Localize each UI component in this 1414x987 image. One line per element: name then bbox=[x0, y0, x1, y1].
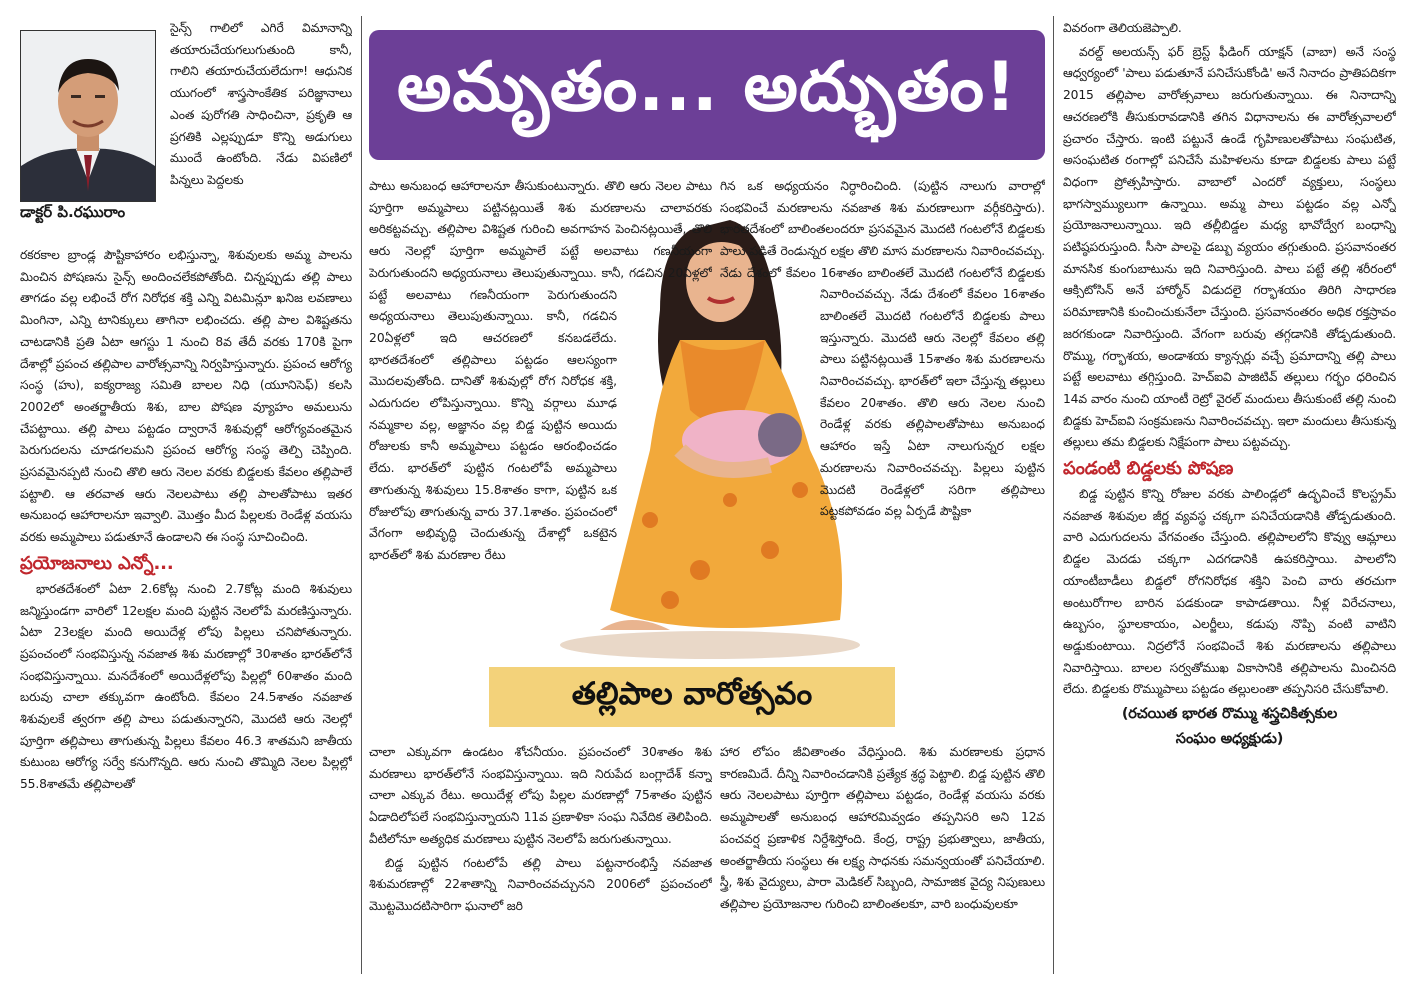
paragraph: పాటు అనుబంధ ఆహారాలనూ తీసుకుంటున్నారు. తొలి ఆరు నెలల పాటు పూర్తిగా అమ్మపాలు పట్టినట్లయితే శిశు మరణాలను చాలావరకు అరికట్టవచ్చు. తల్లిపాల విశిష్టత గురించి అవగాహన పెంచినట్లయితే, తొలి ఆరు నెలల్లో పూర్తిగా అమ్మపాలే పట్టే అలవాటు గణనీయంగా పెరుగుతుందని అధ్యయనాలు తెలుపుతున్నాయి. కానీ, గడచిన 20ఏళ్లలో bbox=[369, 179, 712, 280]
paragraph: హార లోపం జీవితాంతం వేధిస్తుంది. శిశు మరణాలకు ప్రధాన కారణమిదే. దీన్ని నివారించడానికి ప్రత్యేక శ్రద్ధ పెట్టాలి. బిడ్డ పుట్టిన తొలి ఆరు నెలలపాటు పూర్తిగా తల్లిపాలు పట్టడం, రెండేళ్ల వయసు వరకు అమ్మపాలతో అనుబంధ ఆహారమివ్వడం తప్పనిసరి అని 12వ పంచవర్ష ప్రణాళిక నిర్దేశిస్తోంది. కేంద్ర, రాష్ట్ర ప్రభుత్వాలు, జాతీయ, అంతర్జాతీయ సంస్థలు ఈ లక్ష్య సాధనకు సమన్వయంతో పనిచేయాలి. స్త్రీ, శిశు వైద్యులు, పారా మెడికల్ సిబ్బంది, సామాజిక వైద్య నిపుణులు తల్లిపాల ప్రయోజనాల గురించి బాలింతలకూ, వారి బంధువులకూ bbox=[720, 745, 1045, 911]
column-2-top bbox=[369, 176, 712, 286]
paragraph: భారతదేశంలో ఏటా 2.6కోట్ల నుంచి 2.7కోట్ల మంది శిశువులు జన్మిస్తుండగా వారిలో 12లక్షల మంది పుట్టిన నెలలోపే మరణిస్తున్నారు. ఏటా 23లక్షల మంది అయిదేళ్ల లోపు పిల్లలు చనిపోతున్నారు. ప్రపంచంలో సంభవిస్తున్న నవజాత శిశు మరణాల్లో 30శాతం భారత్‌లోనే సంభవిస్తున్నాయి. మనదేశంలో అయిదేళ్లలోపు పిల్లల్లో 60శాతం మంది బరువు చాలా తక్కువగా ఉంటోంది. కేవలం 24.5శాతం నవజాత శిశువులకే త్వరగా తల్లి పాలు పడుతున్నారని, మొదటి ఆరు నెలల్లో పూర్తిగా తల్లిపాలు తాగుతున్న పిల్లలు కేవలం 46.3 శాతమని జాతీయ కుటుంబ ఆరోగ్య సర్వే కనుగొన్నది. ఆరు నుంచి తొమ్మిది నెలల పిల్లల్లో 55.8శాతమే తల్లిపాలతో bbox=[20, 581, 352, 792]
section-banner-title: తల్లిపాల వారోత్సవం bbox=[571, 675, 813, 712]
intro-paragraph: సైన్స్ గాలిలో ఎగిరే విమానాన్ని తయారుచేయగలుగుతుంది కానీ, గాలిని తయారుచేయలేదుగా! ఆధునిక యుగంలో శాస్త్రసాంకేతిక పరిజ్ఞానాలు ఎంత పురోగతి సాధించినా, ప్రకృతి ఆ ప్రగతికి ఎల్లప్పుడూ కొన్ని అడుగులు ముందే ఉంటోంది. నేడు విపణిలో పిన్నలు పెద్దలకు bbox=[170, 21, 352, 187]
headline: అమృతం... అద్భుతం! bbox=[397, 47, 1017, 127]
paragraph: గిన ఒక అధ్యయనం నిర్ధారించింది. (పుట్టిన నాలుగు వారాల్లో సంభవించే మరణాలను నవజాత శిశు మరణాలుగా వర్గీకరిస్తారు). భారతదేశంలో బాలింతలందరూ ప్రసవమైన మొదటి గంటలోనే బిడ్డలకు పాలు పడితే రెండున్నర లక్షల తొలి మాస మరణాలను నివారించవచ్చు. నేడు దేశంలో కేవలం 16శాతం బాలింతలే మొదటి గంటలోనే బిడ్డలకు bbox=[720, 179, 1045, 280]
column-3-bottom bbox=[720, 742, 1045, 975]
column-1 bbox=[20, 245, 352, 975]
column-3-top bbox=[720, 176, 1045, 286]
column-2-bottom bbox=[369, 742, 712, 975]
col1-intro bbox=[170, 18, 352, 244]
column-divider bbox=[1053, 16, 1054, 974]
paragraph: బిడ్డ పుట్టిన కొన్ని రోజుల వరకు పాలిండ్లలో ఉద్భవించే కొలస్ట్రమ్ నవజాత శిశువుల జీర్ణ వ్యవస్థ చక్కగా పనిచేయడానికి తోడ్పడుతుంది. వారి ఎదుగుదలను వేగవంతం చేస్తుంది. తల్లిపాలలోని కొవ్వు ఆమ్లాలు బిడ్డల మెదడు చక్కగా ఎదగడానికి ఉపకరిస్తాయి. పాలలోని యాంటీబాడీలు బిడ్డలో రోగనిరోధక శక్తిని పెంచి వారు తరచుగా అంటురోగాల బారిన పడకుండా కాపాడతాయి. నీళ్ల విరేచనాలు, ఉబ్బసం, స్థూలకాయం, ఎలర్జీలు, కడుపు నొప్పి వంటి వాటిని అడ్డుకుంటాయి. నిద్రలోనే సంభవించే శిశు మరణాలను తల్లిపాలు నివారిస్తాయి. బాలల సర్వతోముఖ వికాసానికి తల్లిపాలను మించినది లేదు. బిడ్డలకు రొమ్ముపాలు పట్టడం తల్లులంతా తప్పనిసరి చేసుకోవాలి. bbox=[1063, 487, 1396, 697]
paragraph: పట్టే అలవాటు గణనీయంగా పెరుగుతుందని అధ్యయనాలు తెలుపుతున్నాయి. కానీ, గడచిన 20ఏళ్లలో ఇది ఆచరణలో కనబడలేదు. భారతదేశంలో తల్లిపాలు పట్టడం ఆలస్యంగా మొదలవుతోంది. దానితో శిశువుల్లో రోగ నిరోధక శక్తి, ఎదుగుదల లోపిస్తున్నాయి. కొన్ని వర్గాలు మూఢ నమ్మకాల వల్ల, అజ్ఞానం వల్ల బిడ్డ పుట్టిన అయిదు రోజులకు కానీ అమ్మపాలు పట్టడం ఆరంభించడం లేదు. భారత్‌లో పుట్టిన గంటలోపే అమ్మపాలు తాగుతున్న శిశువులు 15.8శాతం కాగా, పుట్టిన ఒక రోజులోపు తాగుతున్న వారు 37.1శాతం. ప్రపంచంలో వేగంగా అభివృద్ధి చెందుతున్న దేశాల్లో ఒకటైన భారత్‌లో శిశు మరణాల రేటు bbox=[369, 287, 617, 562]
section-banner bbox=[489, 667, 895, 727]
author-byline: (రచయిత భారత రొమ్ము శస్త్రచికిత్సకుల bbox=[1121, 706, 1338, 723]
paragraph: రకరకాల బ్రాండ్ల పౌష్టికాహారం లభిస్తున్నా, శిశువులకు అమ్మ పాలను మించిన పోషణను సైన్స్ అందించలేకపోతోంది. చిన్నప్పుడు తల్లి పాలు తాగడం వల్ల లభించే రోగ నిరోధక శక్తి ఎన్ని విటమిన్లూ ఖనిజ లవణాలు మింగినా, ఎన్ని టానిక్కులు తాగినా లభించదు. తల్లి పాల విశిష్టతను చాటడానికి ప్రతి ఏటా ఆగస్టు 1 నుంచి 8వ తేదీ వరకు 170కి పైగా దేశాల్లో ప్రపంచ తల్లిపాల వారోత్సవాన్ని నిర్వహిస్తున్నారు. ప్రపంచ ఆరోగ్య సంస్థ (హు), ఐక్యరాజ్య సమితి బాలల నిధి (యూనిసెఫ్) కలసి 2002లో అంతర్జాతీయ శిశు, బాల పోషణ వ్యూహం అమలును చేపట్టాయి. తల్లి పాలు పట్టడం ద్వారానే శిశువుల్లో ఆరోగ్యవంతమైన పెరుగుదలను చూడగలమని ప్రపంచ ఆరోగ్య సంస్థ తెల్పి చెప్పింది. ప్రసవమైనప్పటి నుంచి తొలి ఆరు నెలల వరకు బిడ్డలకు కేవలం తల్లిపాలే పట్టాలి. ఆ తరవాత ఆరు నెలలపాటు తల్లి పాలతోపాటు ఇతర అనుబంధ ఆహారాలనూ ఇవ్వాలి. మొత్తం మీద పిల్లలకు రెండేళ్ల వయసు వరకు అమ్మపాలు పడుతూనే ఉండాలని ఈ సంస్థ సూచించింది. bbox=[20, 248, 352, 545]
column-divider bbox=[361, 16, 362, 974]
headline-banner bbox=[369, 30, 1045, 160]
paragraph: చాలా ఎక్కువగా ఉండటం శోచనీయం. ప్రపంచంలో 30శాతం శిశు మరణాలు భారత్‌లోనే సంభవిస్తున్నాయి. ఇది నిరుపేద బంగ్లాదేశ్ కన్నా చాలా ఎక్కువ రేటు. అయిదేళ్ల లోపు పిల్లల మరణాల్లో 75శాతం పుట్టిన ఏడాదిలోపలే సంభవిస్తున్నాయని 11వ ప్రణాళికా సంఘ నివేదిక తెలిపింది. వీటిలోనూ అత్యధిక మరణాలు పుట్టిన నెలలోపే జరుగుతున్నాయి. bbox=[369, 745, 712, 846]
paragraph: వరల్డ్ అలయన్స్ ఫర్ బ్రెస్ట్ ఫీడింగ్ యాక్షన్ (వాబా) అనే సంస్థ ఆధ్వర్యంలో 'పాలు పడుతూనే పనిచేసుకోండి' అనే నినాదం ప్రాతిపదికగా 2015 తల్లిపాల వారోత్సవాలు జరుగుతున్నాయి. ఈ నినాదాన్ని ఆచరణలోకి తీసుకురావడానికి తగిన విధానాలను ఈ వారోత్సవాలలో ప్రచారం చేస్తారు. ఇంటి పట్టునే ఉండే గృహిణులతోపాటు సంఘటిత, అసంఘటిత రంగాల్లో పనిచేసే మహిళలను కూడా బిడ్డలకు పాలు పట్టే విధంగా ప్రోత్సహిస్తారు. వాబాలో ఎందరో వ్యక్తులు, సంస్థలు భాగస్వామ్యులుగా ఉన్నాయి. అమ్మ పాలు పట్టడం వల్ల ఎన్నో ప్రయోజనాలున్నాయి. ఇది తల్లీబిడ్డల మధ్య భావోద్వేగ బంధాన్ని పటిష్ఠపరుస్తుంది. సీసా పాలపై డబ్బు వ్యయం తగ్గుతుంది. ప్రసవానంతర మానసిక కుంగుబాటును ఇది నివారిస్తుంది. పాలు పట్టే తల్లి శరీరంలో ఆక్సిటోసిన్ అనే హార్మోన్ విడుదలై గర్భాశయం తిరిగి సాధారణ పరిమాణానికి కుంచించుకునేలా చేస్తుంది. ప్రసవానంతరం అధిక రక్తస్రావం జరగకుండా నివారిస్తుంది. వేగంగా బరువు తగ్గడానికి తోడ్పడుతుంది. రొమ్ము, గర్భాశయ, అండాశయ క్యాన్సర్లు వచ్చే ప్రమాదాన్ని తల్లి పాలు పట్టే అలవాటు తగ్గిస్తుంది. హెచ్ఐవి పాజిటివ్ తల్లులు గర్భం ధరించిన 14వ వారం నుంచి యాంటీ రెట్రో వైరల్ మందులు తీసుకుంటే తల్లి నుంచి బిడ్డకు హెచ్ఐవి సంక్రమణను నివారించవచ్చు. ఇలా మందులు తీసుకున్న తల్లులు తమ బిడ్డలకు నిక్షేపంగా పాలు పట్టవచ్చు. bbox=[1063, 44, 1396, 450]
author-portrait-image bbox=[21, 31, 155, 201]
paragraph: నివారించవచ్చు. నేడు దేశంలో కేవలం 16శాతం బాలింతలే మొదటి గంటలోనే బిడ్డలకు పాలు ఇస్తున్నారు. మొదటి ఆరు నెలల్లో కేవలం తల్లి పాలు పట్టినట్లయితే 15శాతం శిశు మరణాలను నివారించవచ్చు. భారత్‌లో ఇలా చేస్తున్న తల్లులు కేవలం 20శాతం. తొలి ఆరు నెలల నుంచి రెండేళ్ల వరకు తల్లిపాలతోపాటు అనుబంధ ఆహారం ఇస్తే ఏటా నాలుగున్నర లక్షల మరణాలను నివారించవచ్చు. పిల్లలు పుట్టిన మొదటి రెండేళ్లలో సరిగా తల్లిపాలు పట్టకపోవడం వల్ల ఏర్పడే పౌష్టికా bbox=[820, 287, 1045, 519]
author-byline: సంఘం అధ్యక్షుడు) bbox=[1175, 731, 1284, 748]
subheading-benefits: ప్రయోజనాలు ఎన్నో... bbox=[20, 552, 174, 574]
paragraph: బిడ్డ పుట్టిన గంటలోపే తల్లి పాలు పట్టనారంభిస్తే నవజాత శిశుమరణాల్లో 22శాతాన్ని నివారించవచ్చునని 2006లో ప్రపంచంలో మొట్టమొదటిసారిగా ఘనాలో జరి bbox=[369, 855, 712, 913]
paragraph: వివరంగా తెలియజెప్పాలి. bbox=[1063, 21, 1182, 35]
subheading-nutrition: పండంటి బిడ్డలకు పోషణ bbox=[1063, 458, 1234, 480]
author-photo bbox=[20, 30, 156, 202]
column-4 bbox=[1063, 18, 1396, 978]
author-name: డాక్టర్ పి.రఘురాం bbox=[20, 203, 126, 221]
